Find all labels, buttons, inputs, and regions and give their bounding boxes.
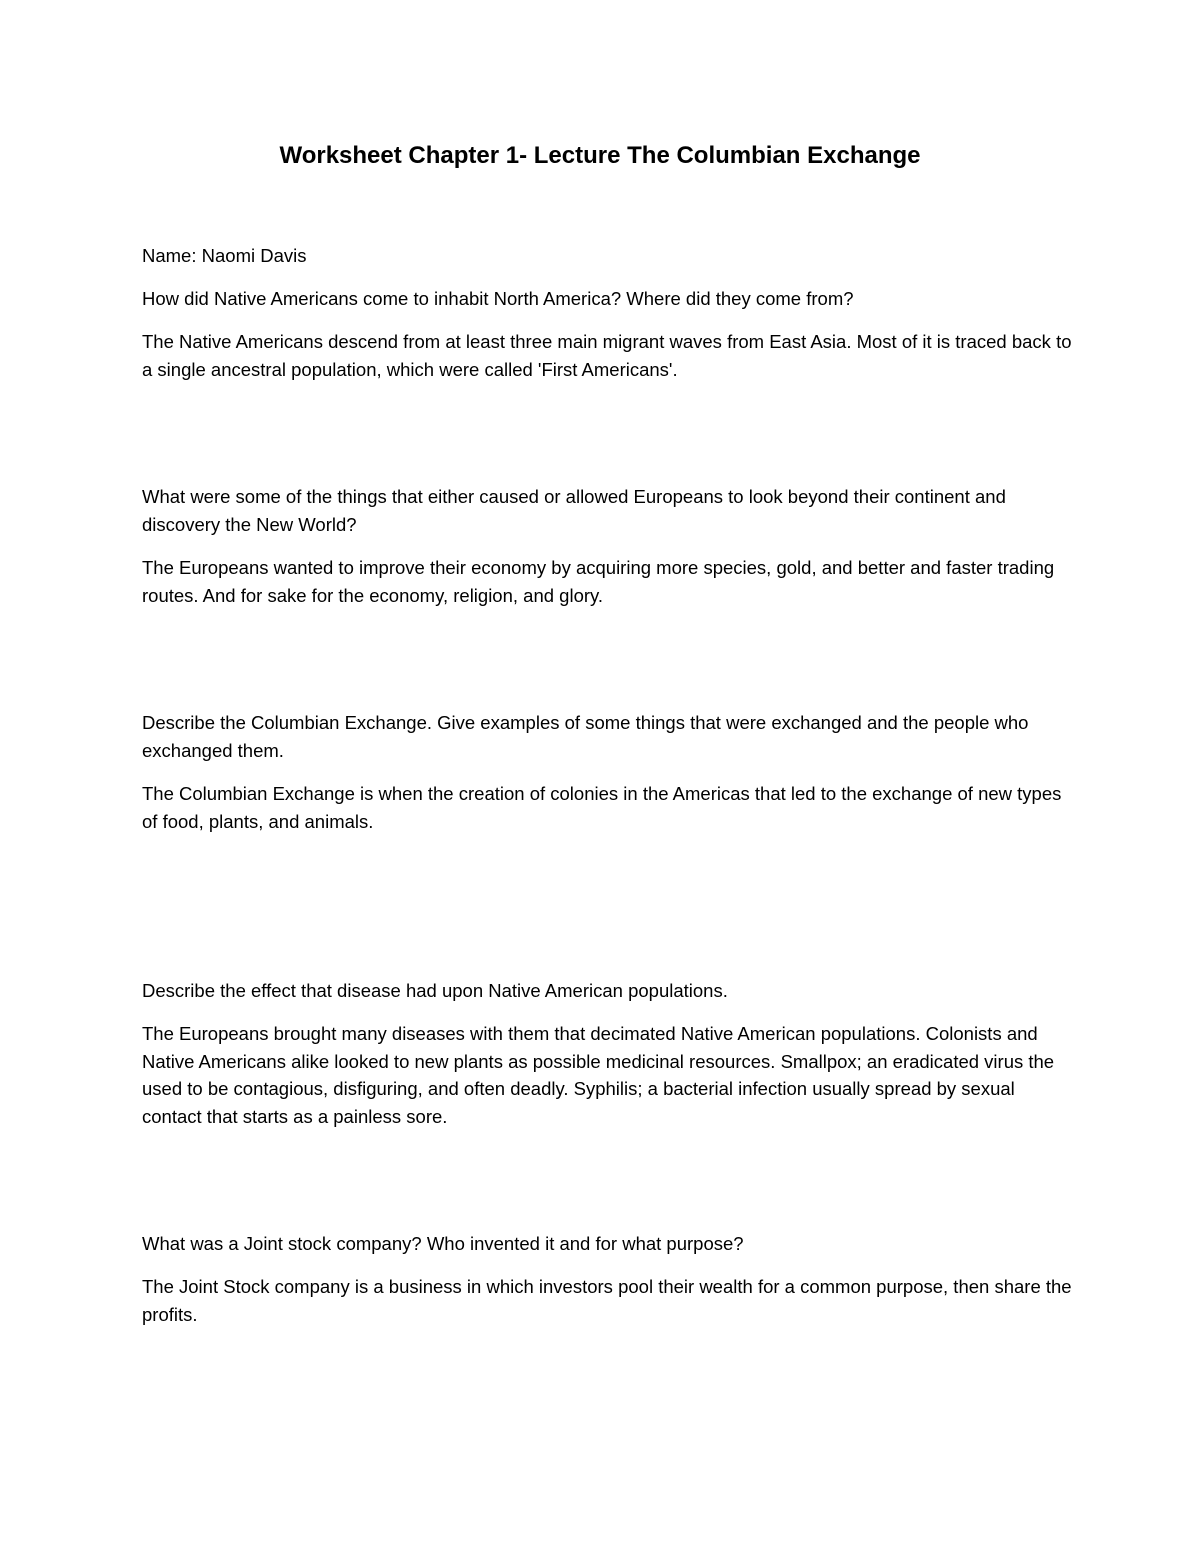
question-5: What was a Joint stock company? Who invented it and for what purpose?	[142, 1233, 744, 1254]
answer-5: The Joint Stock company is a business in which investors pool their wealth for a common purpose, then share the profits.	[142, 1276, 1072, 1325]
question-1: How did Native Americans come to inhabit North America? Where did they come from?	[142, 288, 854, 309]
question-4: Describe the effect that disease had upon Native American populations.	[142, 980, 728, 1001]
answer-4: The Europeans brought many diseases with them that decimated Native American populations. Colonists and Native Americans alike looked to new plants as possible medicinal resources. Smallpox; an eradicated virus the used to be contagious, disfiguring, and often deadly. Syphilis; a bacterial infection usually spread by sexual contact that starts as a painless sore.	[142, 1023, 1055, 1127]
answer-3: The Columbian Exchange is when the creation of colonies in the Americas that led to the exchange of new types of food, plants, and animals.	[142, 783, 1062, 832]
document-title: Worksheet Chapter 1- Lecture The Columbian Exchange	[279, 142, 921, 169]
answer-1: The Native Americans descend from at least three main migrant waves from East Asia. Most of it is traced back to a single ancestral population, which were called 'First Americans'.	[142, 331, 1072, 380]
answer-2: The Europeans wanted to improve their economy by acquiring more species, gold, and better and faster trading routes. And for sake for the economy, religion, and glory.	[142, 557, 1055, 606]
question-2: What were some of the things that either caused or allowed Europeans to look beyond their continent and discovery the New World?	[142, 486, 1006, 535]
student-name: Name: Naomi Davis	[142, 245, 307, 266]
question-3: Describe the Columbian Exchange. Give examples of some things that were exchanged and the people who exchanged them.	[142, 712, 1029, 761]
